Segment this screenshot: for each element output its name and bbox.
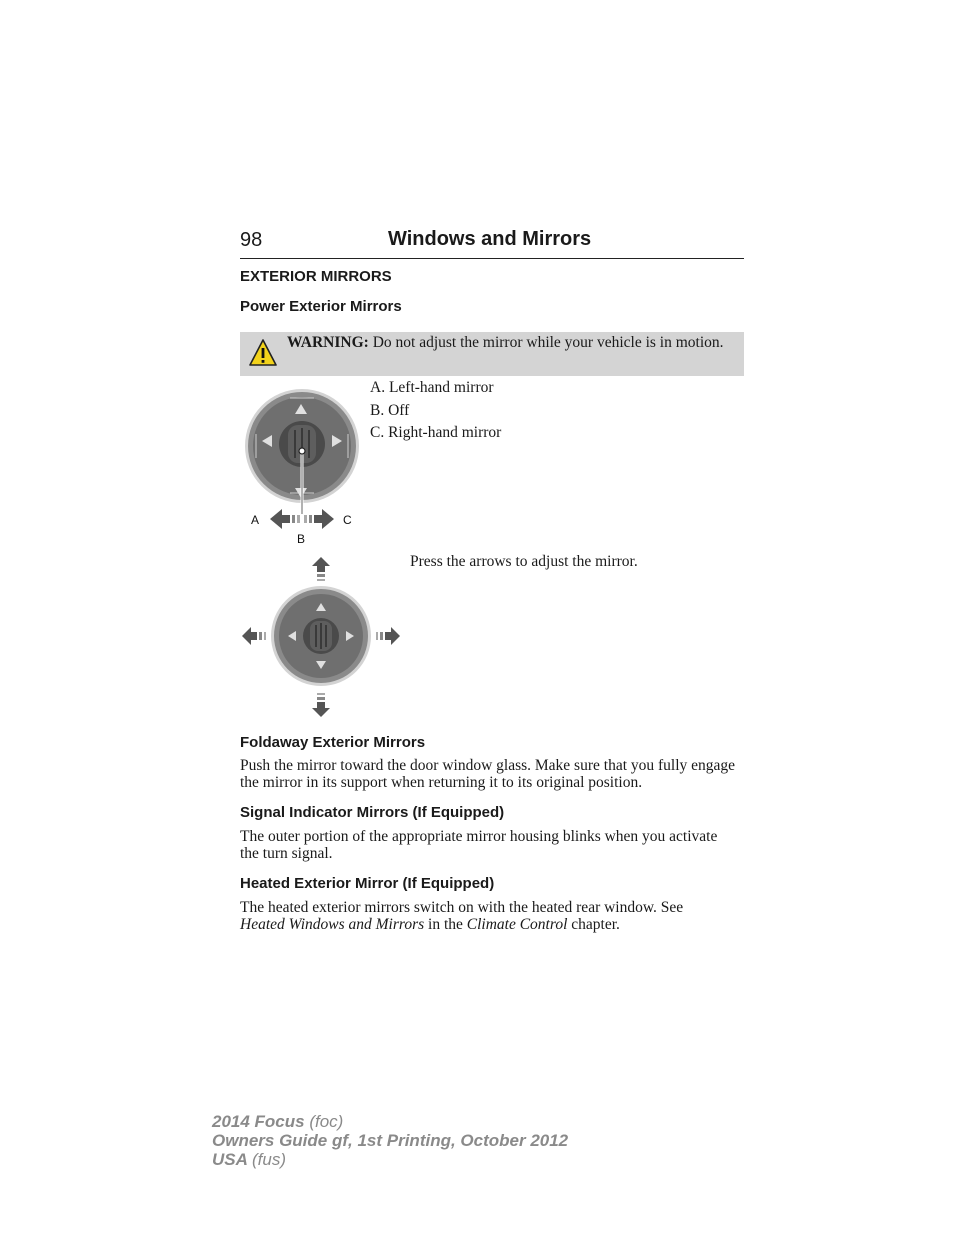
mirror-selector-figure	[240, 380, 370, 550]
arrow-left-icon	[242, 627, 266, 645]
climate-control-reference: Climate Control	[466, 916, 568, 933]
power-mirrors-heading: Power Exterior Mirrors	[240, 298, 402, 315]
adjust-instruction: Press the arrows to adjust the mirror.	[410, 553, 638, 570]
arrow-right-icon	[376, 627, 400, 645]
foldaway-heading: Foldaway Exterior Mirrors	[240, 734, 426, 751]
legend-item-a: A. Left-hand mirror	[370, 379, 494, 396]
heated-text	[240, 899, 720, 933]
footer	[212, 1112, 568, 1169]
adjust-control-knob	[271, 586, 371, 686]
footer-model: 2014 Focus	[212, 1112, 305, 1131]
heated-text-2: in the	[428, 916, 463, 933]
heated-text-3: chapter.	[571, 916, 620, 933]
footer-line-3	[212, 1150, 568, 1169]
chapter-title: Windows and Mirrors	[388, 228, 592, 250]
warning-label: WARNING:	[287, 334, 369, 351]
warning-text-block	[287, 333, 732, 352]
figure-label-a: A	[251, 513, 260, 527]
arrow-down-icon	[312, 693, 330, 717]
foldaway-text: Push the mirror toward the door window glass. Make sure that you fully engage the mirror in its support when returning it to its original position.	[240, 757, 736, 791]
warning-box	[240, 332, 744, 376]
footer-line-1	[212, 1112, 568, 1131]
footer-model-code: (foc)	[309, 1112, 344, 1131]
figure-label-c: C	[343, 513, 352, 527]
page-number: 98	[240, 229, 263, 251]
legend-item-c: C. Right-hand mirror	[370, 424, 502, 441]
page-header	[240, 228, 744, 259]
warning-text: Do not adjust the mirror while your vehicle is in motion.	[372, 334, 724, 351]
heated-heading: Heated Exterior Mirror (If Equipped)	[240, 875, 495, 892]
footer-line-2: Owners Guide gf, 1st Printing, October 2012	[212, 1131, 569, 1150]
legend-item-b: B. Off	[370, 402, 410, 419]
signal-heading: Signal Indicator Mirrors (If Equipped)	[240, 804, 505, 821]
heated-windows-reference: Heated Windows and Mirrors	[240, 916, 425, 933]
section-title: EXTERIOR MIRRORS	[240, 268, 392, 285]
mirror-adjust-figure	[240, 555, 405, 720]
warning-triangle-icon	[248, 338, 278, 368]
signal-text: The outer portion of the appropriate mirror housing blinks when you activate the turn signal.	[240, 828, 718, 862]
heated-text-1: The heated exterior mirrors switch on with the heated rear window. See	[240, 899, 684, 916]
footer-market-code: (fus)	[252, 1150, 286, 1169]
figure-label-b: B	[297, 532, 306, 546]
arrow-up-icon	[312, 557, 330, 581]
footer-market: USA	[212, 1150, 248, 1169]
